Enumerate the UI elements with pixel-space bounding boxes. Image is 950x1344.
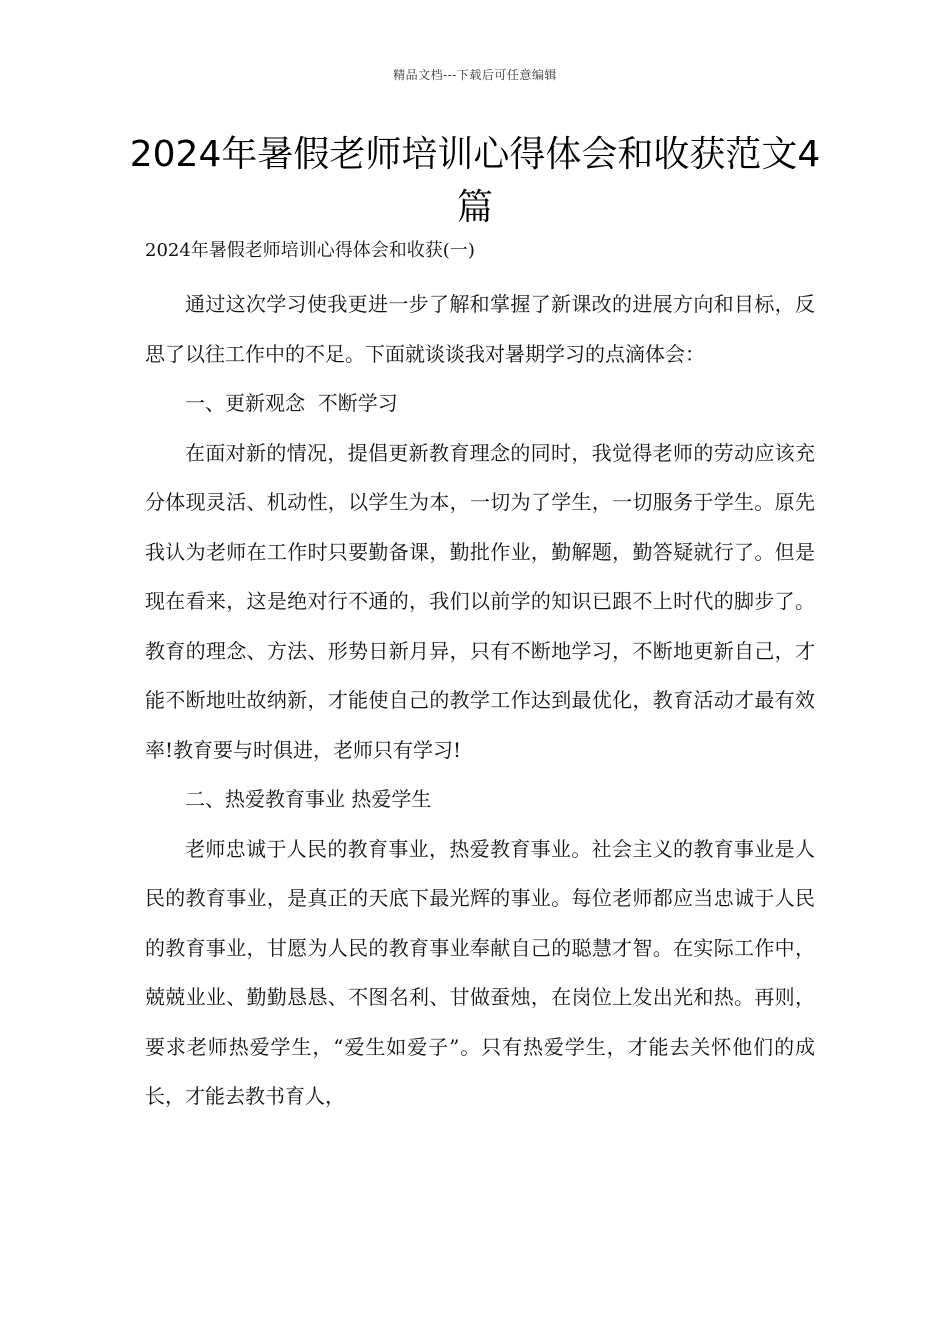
section-subtitle: 2024年暑假老师培训心得体会和收获(一) [145,240,475,261]
paragraph-update-concepts: 在面对新的情况，提倡更新教育理念的同时，我觉得老师的劳动应该充分体现灵活、机动性，以学生为本，一切为了学生，一切服务于学生。原先我认为老师在工作时只要勤备课，勤批作业，勤解题，勤答疑就行了。但是现在看来，这是绝对行不通的，我们以前学的知识已跟不上时代的脚步了。教育的理念、方法、形势日新月异，只有不断地学习，不断地更新自己，才能不断地吐故纳新，才能使自己的教学工作达到最优化，教育活动才最有效率!教育要与时俱进，老师只有学习! [145,440,815,762]
document-body [145,230,815,1122]
section-heading-2: 二、热爱教育事业 热爱学生 [185,787,432,811]
paragraph-intro: 通过这次学习使我更进一步了解和掌握了新课改的进展方向和目标，反思了以往工作中的不足。下面就谈谈我对暑期学习的点滴体会： [145,292,815,366]
paragraph-love-education: 老师忠诚于人民的教育事业，热爱教育事业。社会主义的教育事业是人民的教育事业，是真正的天底下最光辉的事业。每位老师都应当忠诚于人民的教育事业，甘愿为人民的教育事业奉献自己的聪慧才智。在实际工作中，兢兢业业、勤勤恳恳、不图名利、甘做蚕烛，在岗位上发出光和热。再则，要求老师热爱学生，“爱生如爱子”。只有热爱学生，才能去关怀他们的成长，才能去教书育人， [145,836,815,1108]
header-note: 精品文档---下载后可任意编辑 [393,68,557,82]
document-title: 2024年暑假老师培训心得体会和收获范文4篇 [129,134,821,228]
section-heading-1: 一、更新观念 不断学习 [185,391,398,415]
